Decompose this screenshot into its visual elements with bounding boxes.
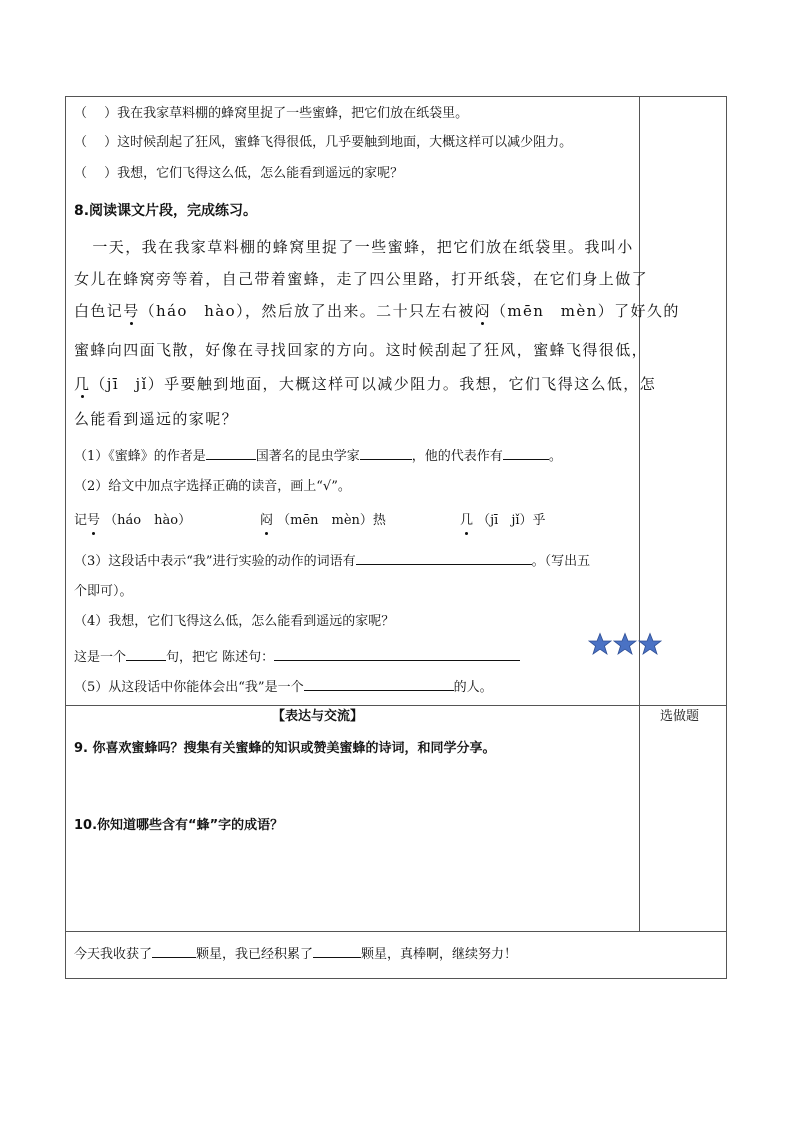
sub-q4: （4）我想，它们飞得这么低，怎么能看到遥远的家呢？ xyxy=(74,614,395,629)
star-rating xyxy=(588,632,663,656)
optional-label: 选做题 xyxy=(660,709,700,724)
star-icon xyxy=(638,632,662,656)
q8-heading: 8.阅读课文片段，完成练习。 xyxy=(74,203,258,219)
passage-line-1: 一天，我在我家草料棚的蜂窝里捉了一些蜜蜂，把它们放在纸袋里。我叫小 xyxy=(76,238,634,256)
reading-side-cell xyxy=(640,97,726,705)
passage-line-4: 蜜蜂向四面飞散，好像在寻找回家的方向。这时候刮起了狂风，蜜蜂飞得很低， xyxy=(74,341,649,359)
answer-blank[interactable] xyxy=(126,648,166,661)
answer-blank[interactable] xyxy=(360,447,412,460)
section-title: 【表达与交流】 xyxy=(272,709,364,724)
answer-blank[interactable] xyxy=(503,447,549,460)
passage-line-3: 白色记号（háo hào），然后放了出来。二十只左右被闷（mēn mèn）了好久的 xyxy=(74,302,680,320)
star-icon xyxy=(588,632,612,656)
sub-q4-answer: 这是一个 句，把它 陈述句： xyxy=(74,648,520,666)
answer-blank[interactable] xyxy=(206,447,256,460)
option-ji: 几 （jī jǐ）乎 xyxy=(460,513,546,528)
stars-total-blank[interactable] xyxy=(313,945,361,958)
q9-text: 9. 你喜欢蜜蜂吗？搜集有关蜜蜂的知识或赞美蜜蜂的诗词，和同学分享。 xyxy=(74,741,496,756)
passage-line-2: 女儿在蜂窝旁等着，自己带着蜜蜂，走了四公里路，打开纸袋，在它们身上做了 xyxy=(74,270,649,288)
answer-blank[interactable] xyxy=(274,648,520,661)
star-icon xyxy=(613,632,637,656)
stars-earned-blank[interactable] xyxy=(152,945,196,958)
sub-q3: （3）这段话中表示“我”进行实验的动作的词语有 。（写出五 xyxy=(74,554,591,569)
answer-blank[interactable] xyxy=(356,552,532,565)
order-line-1: （ ）我在我家草料棚的蜂窝里捉了一些蜜蜂，把它们放在纸袋里。 xyxy=(74,106,469,121)
worksheet-table xyxy=(65,96,727,979)
summary-line: 今天我收获了 颗星，我已经积累了 颗星，真棒啊，继续努力！ xyxy=(74,947,518,962)
optional-cell xyxy=(640,706,726,931)
sub-q2: （2）给文中加点字选择正确的读音，画上“√”。 xyxy=(74,479,351,494)
order-line-3: （ ）我想，它们飞得这么低，怎么能看到遥远的家呢？ xyxy=(74,166,404,181)
order-line-2: （ ）这时候刮起了狂风，蜜蜂飞得很低，几乎要触到地面，大概这样可以减少阻力。 xyxy=(74,135,573,150)
sub-q5: （5）从这段话中你能体会出“我”是一个 的人。 xyxy=(74,680,493,695)
answer-blank[interactable] xyxy=(304,678,454,691)
option-men: 闷 （mēn mèn）热 xyxy=(260,513,386,528)
passage-line-5: 几（jī jǐ）乎要触到地面，大概这样可以减少阻力。我想，它们飞得这么低，怎 xyxy=(74,375,657,393)
q10-text: 10.你知道哪些含有“蜂”字的成语？ xyxy=(74,818,284,833)
sub-q1: （1）《蜜蜂》的作者是 国著名的昆虫学家 ，他的代表作有 。 xyxy=(74,449,562,464)
sub-q3-cont: 个即可）。 xyxy=(74,584,133,599)
option-hao: 记号 （háo hào） xyxy=(74,513,192,528)
passage-line-6: 么能看到遥远的家呢？ xyxy=(74,410,239,428)
